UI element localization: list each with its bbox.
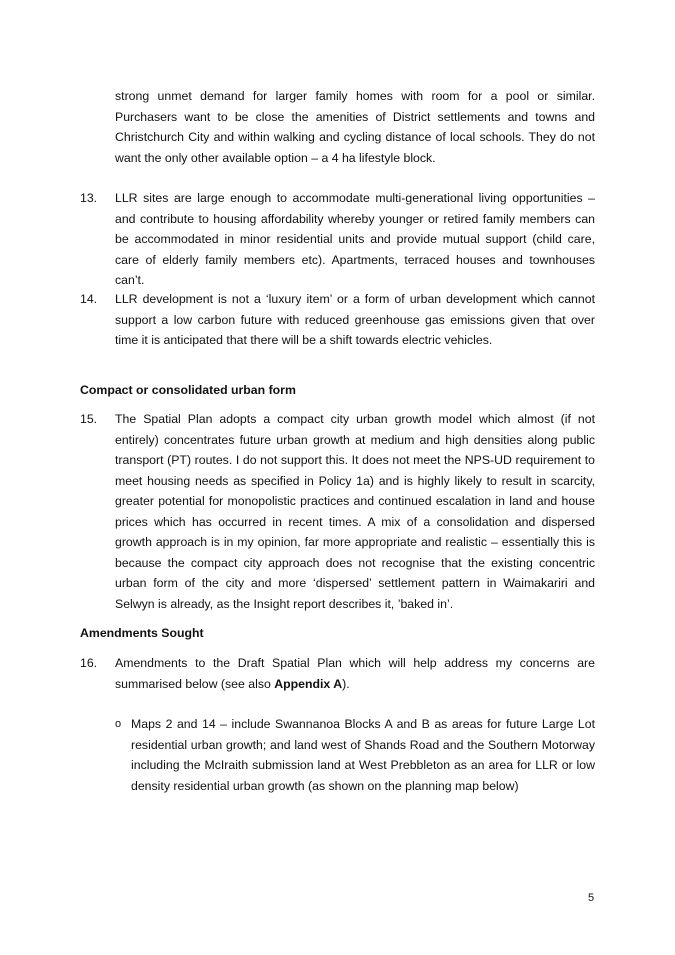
list-item (80, 653, 595, 694)
list-item (80, 409, 595, 614)
item-number: 13. (80, 191, 98, 205)
item-text: LLR development is not a ‘luxury item’ or a form of urban development which cannot support a low carbon future with reduced greenhouse gas emissions given that over time it is anticipated that there will be a shift towards electric vehicles. (115, 292, 595, 347)
item-text-before: Amendments to the Draft Spatial Plan which will help address my concerns are summarised below (see also (115, 656, 595, 691)
item-text (115, 653, 595, 694)
section-heading: Compact or consolidated urban form (80, 383, 296, 397)
section-heading: Amendments Sought (80, 626, 204, 640)
item-text-after: ). (342, 676, 350, 691)
item-number: 15. (80, 412, 98, 426)
page-number: 5 (588, 892, 595, 904)
continuation-paragraph: strong unmet demand for larger family homes with room for a pool or similar. Purchasers want to be close the amenities of District settlements and towns and Christchurch City and within walking and cycling distance of local schools. They do not want the only other available option – a 4 ha lifestyle block. (115, 89, 595, 165)
list-item (80, 188, 595, 291)
bullet-circle-icon: o (115, 718, 122, 730)
item-number: 14. (80, 292, 98, 306)
appendix-reference: Appendix A (274, 676, 343, 691)
list-item (80, 289, 595, 351)
item-number: 16. (80, 656, 98, 670)
item-text: LLR sites are large enough to accommodate multi-generational living opportunities – and contribute to housing affordability whereby younger or retired family members can be accommodated in minor residential units and provide mutual support (child care, care of elderly family members etc). Apartments, terraced houses and townhouses can’t. (115, 191, 595, 287)
bullet-text: Maps 2 and 14 – include Swannanoa Blocks A and B as areas for future Large Lot residential urban growth; and land west of Shands Road and the Southern Motorway including the McIraith submission land at West Prebbleton as an area for LLR or low density residential urban growth (as shown on the planning map below) (131, 717, 595, 793)
bullet-item (115, 714, 595, 796)
item-text: The Spatial Plan adopts a compact city urban growth model which almost (if not entirely) concentrates future urban growth at medium and high densities along public transport (PT) routes. I do not support this. It does not meet the NPS-UD requirement to meet housing needs as specified in Policy 1a) and is highly likely to result in scarcity, greater potential for monopolistic practices and continued escalation in land and house prices which has occurred in recent times. A mix of a consolidation and dispersed growth approach is in my opinion, far more appropriate and realistic – essentially this is because the compact city approach does not recognise that the existing concentric urban form of the city and more ‘dispersed’ settlement pattern in Waimakariri and Selwyn is already, as the Insight report describes it, ’baked in’. (115, 412, 595, 611)
